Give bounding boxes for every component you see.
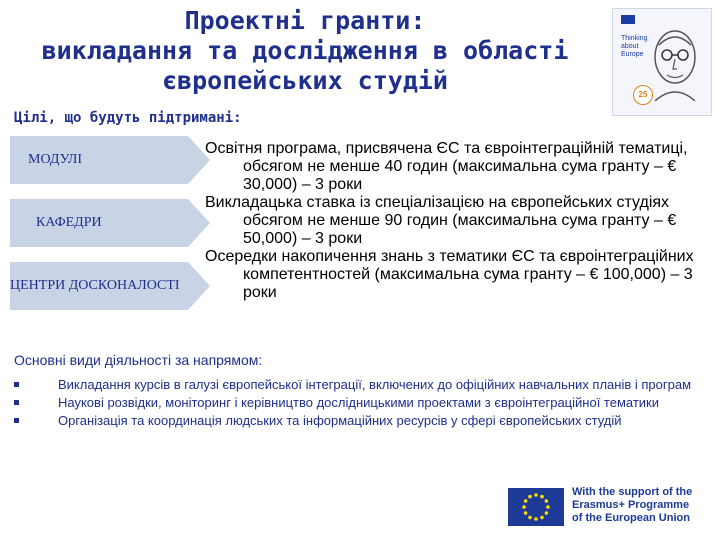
erasmus-text bbox=[572, 486, 714, 525]
arrow-label-chairs: КАФЕДРИ bbox=[36, 215, 102, 230]
objectives-subtitle: Цілі, що будуть підтримані: bbox=[14, 110, 242, 126]
arrow-centres bbox=[10, 262, 210, 310]
arrow-label-centres: ЦЕНТРИ ДОСКОНАЛОСТІ bbox=[10, 278, 180, 293]
description-centres: Осередки накопичення знань з тематики ЄС та євроінтеграційних компетентностей (максимальна сума гранту – € 100,000) – 3 роки bbox=[205, 248, 694, 301]
eu-flag-small-icon bbox=[621, 15, 635, 24]
arrow-label-modules: МОДУЛІ bbox=[28, 152, 83, 167]
square-bullet-icon bbox=[14, 400, 19, 405]
activity-text: Наукові розвідки, моніторинг і керівництво дослідницькими проектами з євроінтеграційної тематики bbox=[58, 395, 659, 410]
activity-text: Викладання курсів в галузі європейської інтеграції, включених до офіційних навчальних планів і програм bbox=[58, 377, 692, 392]
title-line-1: Проектні гранти: bbox=[184, 6, 426, 35]
anniversary-badge: 25 bbox=[633, 85, 653, 105]
poster-text: Thinking about Europe bbox=[621, 35, 648, 58]
arrow-modules bbox=[10, 136, 210, 184]
activities-list bbox=[14, 378, 714, 432]
description-modules: Освітня програма, присвячена ЄС та євроінтеграційній тематиці, обсягом не менше 40 годин (максимальна сума гранту – € 30,000) – 3 роки bbox=[205, 140, 688, 193]
erasmus-logo bbox=[508, 484, 714, 528]
erasmus-line-1: With the support of the bbox=[572, 486, 693, 498]
erasmus-line-3: of the European Union bbox=[572, 512, 690, 524]
square-bullet-icon bbox=[14, 382, 19, 387]
arrow-chairs bbox=[10, 199, 210, 247]
activity-text: Організація та координація людських та інформаційних ресурсів у сфері європейських студій bbox=[58, 413, 622, 428]
page-title bbox=[0, 6, 610, 96]
square-bullet-icon bbox=[14, 418, 19, 423]
list-item bbox=[14, 378, 714, 392]
description-chairs: Викладацька ставка із спеціалізацією на європейських студіях обсягом не менше 90 годин (максимальна сума гранту – € 50,000) – 3 роки bbox=[205, 194, 677, 247]
list-item bbox=[14, 414, 714, 428]
descriptions bbox=[205, 140, 717, 302]
eu-stars-icon bbox=[508, 488, 564, 526]
portrait-sketch-icon bbox=[643, 23, 703, 101]
list-item bbox=[14, 396, 714, 410]
title-line-2: викладання та дослідження в області bbox=[41, 36, 569, 65]
eu-flag-icon bbox=[508, 488, 564, 526]
poster-image bbox=[612, 8, 712, 116]
erasmus-line-2: Erasmus+ Programme bbox=[572, 499, 690, 511]
title-line-3: європейських студій bbox=[162, 66, 448, 95]
activities-heading: Основні види діяльності за напрямом: bbox=[14, 352, 263, 368]
